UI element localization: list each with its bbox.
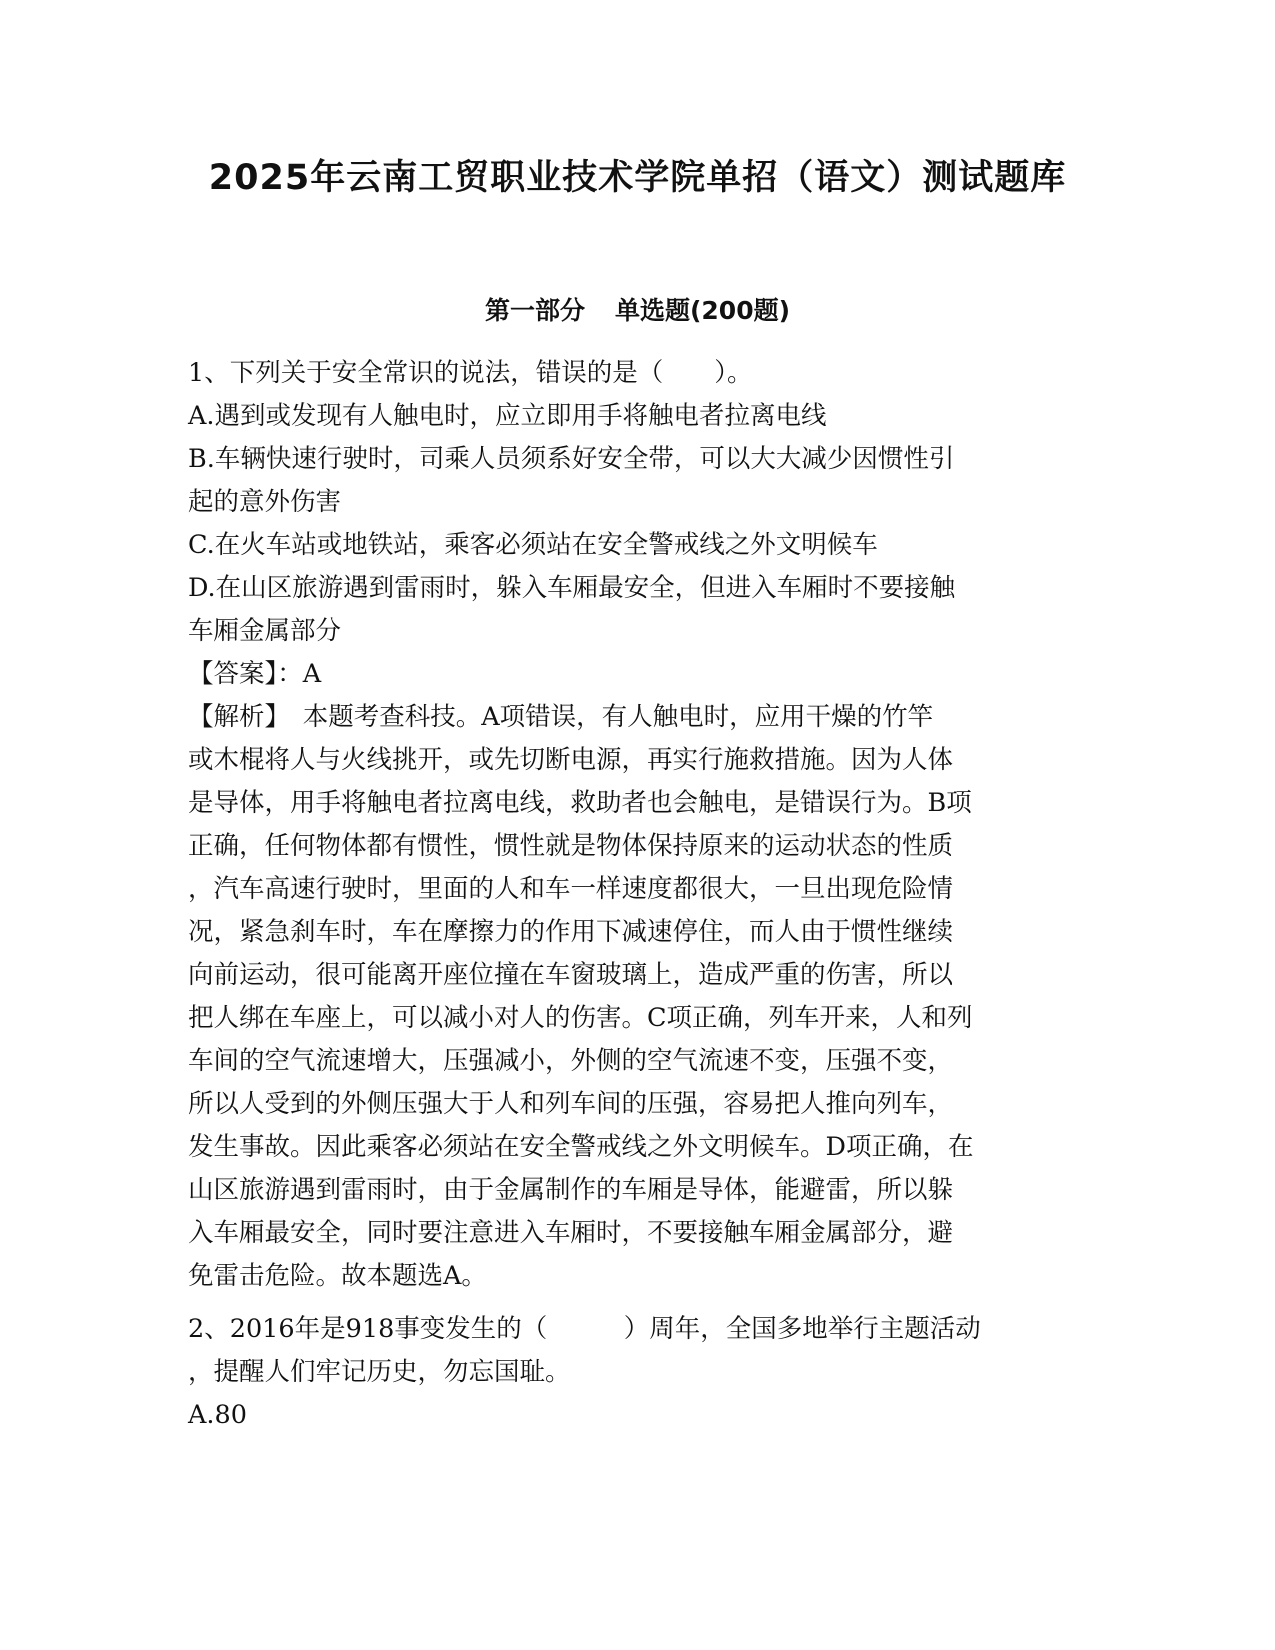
analysis-line: 山区旅游遇到雷雨时，由于金属制作的车厢是导体，能避雷，所以躲 [188,1175,954,1205]
question-2-stem-line-2: ，提醒人们牢记历史，勿忘国耻。 [188,1357,571,1387]
question-list [188,352,1088,1437]
analysis-line: 或木棍将人与火线挑开，或先切断电源，再实行施救措施。因为人体 [188,745,954,775]
question-1-option-d-line-1: D.在山区旅游遇到雷雨时，躲入车厢最安全，但进入车厢时不要接触 [188,573,956,603]
analysis-line: 发生事故。因此乘客必须站在安全警戒线之外文明候车。D项正确，在 [188,1132,974,1162]
analysis-line: 是导体，用手将触电者拉离电线，救助者也会触电，是错误行为。B项 [188,788,972,818]
question-1-option-b-line-1: B.车辆快速行驶时，司乘人员须系好安全带，可以大大减少因惯性引 [188,444,955,474]
section-part: 第一部分 [484,296,585,325]
section-name: 单选题(200题) [614,296,791,325]
analysis-line: ，汽车高速行驶时，里面的人和车一样速度都很大，一旦出现危险情 [188,874,954,904]
analysis-line: 【解析】 本题考查科技。A项错误，有人触电时，应用干燥的竹竿 [188,702,934,732]
analysis-line: 入车厢最安全，同时要注意进入车厢时，不要接触车厢金属部分，避 [188,1218,954,1248]
question-2-stem-line-1: 2、2016年是918事变发生的（ ）周年，全国多地举行主题活动 [188,1314,981,1344]
question-1-option-a: A.遇到或发现有人触电时，应立即用手将触电者拉离电线 [188,401,827,431]
analysis-line: 向前运动，很可能离开座位撞在车窗玻璃上，造成严重的伤害，所以 [188,960,954,990]
question-1 [188,352,1088,1298]
analysis-line: 免雷击危险。故本题选A。 [188,1261,487,1291]
analysis-line: 所以人受到的外侧压强大于人和列车间的压强，容易把人推向列车， [188,1089,954,1119]
document-title: 2025年云南工贸职业技术学院单招（语文）测试题库 [208,158,1067,198]
question-1-stem: 1、下列关于安全常识的说法，错误的是（ ）。 [188,358,753,388]
question-spacer [188,1298,1088,1308]
analysis-line: 车间的空气流速增大，压强减小，外侧的空气流速不变，压强不变， [188,1046,954,1076]
question-1-analysis [188,696,1088,1298]
question-2-option-a: A.80 [188,1400,247,1430]
analysis-line: 正确，任何物体都有惯性，惯性就是物体保持原来的运动状态的性质 [188,831,954,861]
analysis-line: 况，紧急刹车时，车在摩擦力的作用下减速停住，而人由于惯性继续 [188,917,954,947]
question-2 [188,1308,1088,1437]
question-1-option-d-line-2: 车厢金属部分 [188,616,342,646]
question-1-option-c: C.在火车站或地铁站，乘客必须站在安全警戒线之外文明候车 [188,530,878,560]
question-1-answer: 【答案】：A [188,659,322,689]
section-title [0,291,1275,327]
question-1-option-b-line-2: 起的意外伤害 [188,487,342,517]
analysis-line: 把人绑在车座上，可以减小对人的伤害。C项正确，列车开来，人和列 [188,1003,973,1033]
